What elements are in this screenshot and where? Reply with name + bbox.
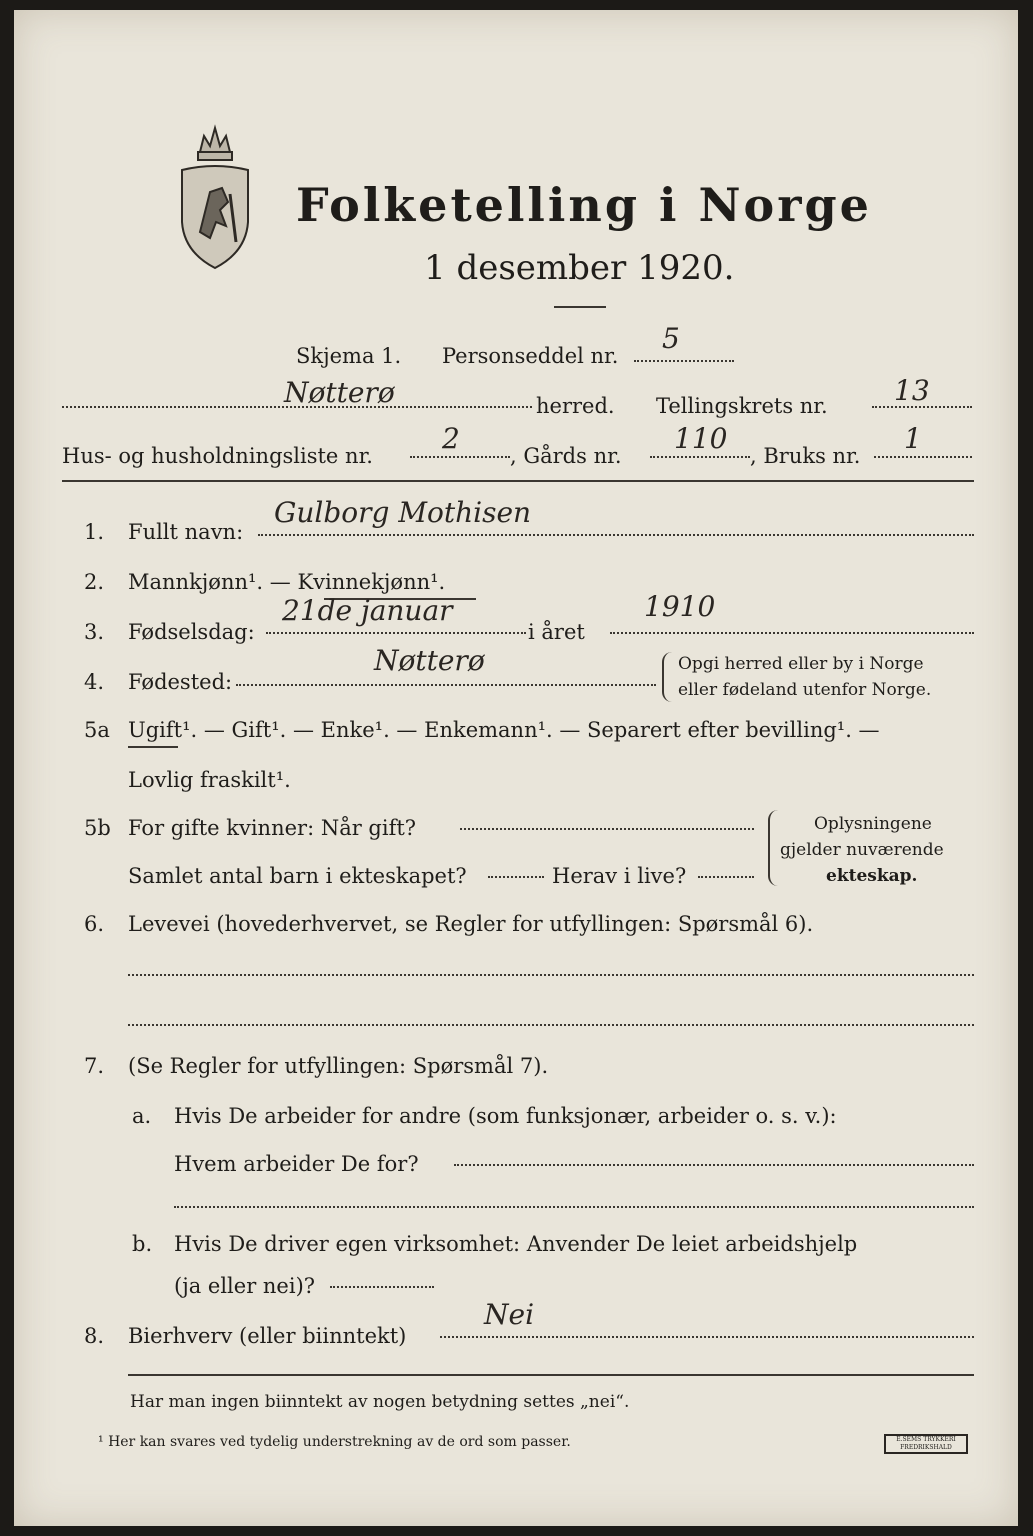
side-income-value[interactable]: Nei [484,1298,535,1331]
header-divider [62,480,974,482]
birthday-value[interactable]: 21de januar [282,594,453,627]
bruks-value[interactable]: 1 [904,422,922,455]
occupation-line-2[interactable] [128,1024,974,1026]
husliste-label: Hus- og husholdningsliste nr. [62,444,373,468]
q8-label: Bierhverv (eller biinntekt) [128,1324,407,1348]
full-name-value[interactable]: Gulborg Mothisen [274,496,532,529]
q5a-number: 5a [84,718,110,742]
marital-underline [128,746,178,748]
q8-number: 8. [84,1324,105,1348]
schema-label: Skjema 1. [296,344,402,368]
gards-label: , Gårds nr. [510,444,622,468]
q4-label: Fødested: [128,670,233,694]
q5b-label-2: Samlet antal barn i ekteskapet? [128,864,467,888]
gender-options[interactable]: Mannkjønn¹. — Kvinnekjønn¹. [128,570,446,594]
q7-label: (Se Regler for utfyllingen: Spørsmål 7). [128,1054,549,1078]
gards-value[interactable]: 110 [674,422,728,455]
q7a-label: Hvis De arbeider for andre (som funksjonær, arbeider o. s. v.): [174,1104,837,1128]
q5b-label-3: Herav i live? [552,864,687,888]
q4-note-2: eller fødeland utenfor Norge. [678,680,932,700]
husliste-value[interactable]: 2 [442,422,460,455]
title-divider [554,306,606,308]
tellingskrets-label: Tellingskrets nr. [656,394,828,418]
marital-status-options-2[interactable]: Lovlig fraskilt¹. [128,768,291,792]
census-form-page [14,10,1018,1526]
bruks-label: , Bruks nr. [750,444,861,468]
q7a-letter: a. [132,1104,152,1128]
printer-stamp: E.SEMS TRYKKERI FREDRIKSHALD [884,1434,968,1454]
q6-number: 6. [84,912,105,936]
form-title: Folketelling i Norge [296,178,872,232]
marital-status-options[interactable]: Ugift¹. — Gift¹. — Enke¹. — Enkemann¹. — Separert efter bevilling¹. — [128,718,880,742]
tellingskrets-value[interactable]: 13 [894,374,930,407]
q4-note-1: Opgi herred eller by i Norge [678,654,924,674]
q7b-label: Hvis De driver egen virksomhet: Anvender De leiet arbeidshjelp [174,1232,858,1256]
q7b-letter: b. [132,1232,153,1256]
q1-number: 1. [84,520,105,544]
q7a-label-2: Hvem arbeider De for? [174,1152,419,1176]
employer-line-2[interactable] [174,1206,974,1208]
q5b-label: For gifte kvinner: Når gift? [128,816,417,840]
q3-number: 3. [84,620,105,644]
birth-year-value[interactable]: 1910 [644,590,716,623]
herred-label: herred. [536,394,615,418]
occupation-line-1[interactable] [128,974,974,976]
bottom-divider [128,1374,974,1376]
q7-number: 7. [84,1054,105,1078]
q2-number: 2. [84,570,105,594]
norwegian-lion-crest-icon [170,122,260,272]
q5b-number: 5b [84,816,111,840]
q7b-label-2: (ja eller nei)? [174,1274,316,1298]
employer-line[interactable] [454,1164,974,1166]
q5b-note-1: Oplysningene [814,814,932,834]
census-date: 1 desember 1920. [424,248,735,288]
herred-value[interactable]: Nøtterø [284,376,395,409]
birthplace-value[interactable]: Nøtterø [374,644,485,677]
personseddel-value[interactable]: 5 [662,322,680,355]
footnote: ¹ Her kan svares ved tydelig understrekning av de ord som passer. [98,1434,571,1450]
q3-label: Fødselsdag: [128,620,255,644]
hired-help-line[interactable] [330,1286,434,1288]
q3-year-label: i året [528,620,585,644]
q5b-note-2: gjelder nuværende [780,840,944,860]
personseddel-label: Personseddel nr. [442,344,619,368]
q4-number: 4. [84,670,105,694]
nei-note: Har man ingen biinntekt av nogen betydning settes „nei“. [130,1392,630,1412]
q1-label: Fullt navn: [128,520,244,544]
q5b-note-3: ekteskap. [826,866,918,886]
q6-label: Levevei (hovederhvervet, se Regler for utfyllingen: Spørsmål 6). [128,912,814,936]
